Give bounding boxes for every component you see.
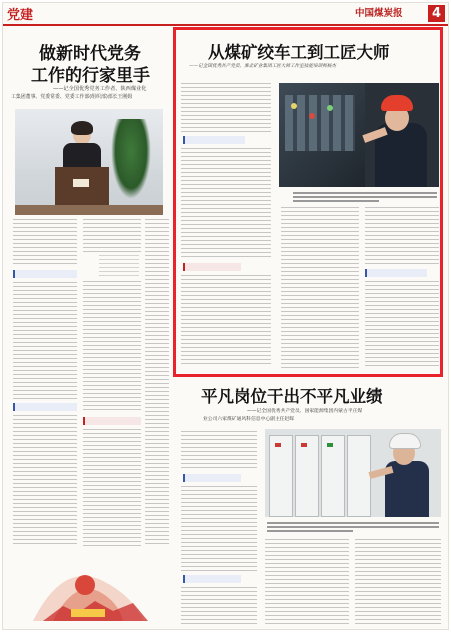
electrical-photo-caption — [267, 521, 439, 534]
feature-body-col2 — [281, 207, 359, 369]
bottom-article-subtitle-line1: ——记全国优秀共产党员、国家能源集团内蒙古平庄煤 — [247, 409, 363, 414]
left-body-col2-b — [99, 255, 139, 277]
electrical-room-photo — [265, 429, 441, 517]
left-body-col1-b — [13, 282, 77, 400]
worker-photo-caption — [293, 191, 437, 204]
bottom-body-col1-c — [181, 587, 257, 627]
header-rule — [3, 24, 448, 26]
left-body-col2-d — [83, 429, 141, 547]
left-body-col2-a — [83, 219, 141, 253]
worker-photo — [279, 83, 439, 187]
left-subhead-1 — [13, 270, 77, 278]
bottom-body-col3 — [355, 539, 441, 627]
feature-subhead-1 — [183, 136, 245, 144]
page-number: 4 — [428, 5, 445, 22]
page-header — [3, 3, 448, 23]
bottom-subhead-2 — [183, 575, 241, 583]
feature-body-col1-a — [181, 83, 271, 133]
left-body-col2-c — [83, 281, 141, 413]
anniversary-emblem — [23, 551, 153, 627]
left-subhead-3 — [83, 417, 141, 425]
feature-subhead-2 — [183, 263, 241, 271]
left-article-title-line2: 工作的行家里手 — [31, 66, 150, 86]
bottom-body-col1-b — [181, 486, 257, 572]
left-body-col1-a — [13, 219, 77, 267]
feature-subhead-3 — [365, 269, 427, 277]
bottom-article-title: 平凡岗位干出不平凡业绩 — [201, 387, 383, 406]
feature-body-col1-b — [181, 148, 271, 260]
left-body-col3 — [145, 219, 169, 545]
section-name: 党建 — [7, 8, 34, 23]
speaker-photo — [15, 109, 163, 215]
feature-article-title: 从煤矿绞车工到工匠大师 — [208, 43, 390, 62]
bottom-body-col2 — [265, 539, 349, 627]
left-article-subtitle-line2: 工集团董事、党委常委、党委工作部(组织部)部长王刚姆 — [11, 94, 133, 100]
left-article-title-line1: 做新时代党务 — [39, 44, 141, 64]
feature-article-subtitle: ——记全国优秀共产党员、淮北矿业集团工匠大师工作室技能培训师杨杰 — [189, 64, 337, 69]
left-body-col1-c — [13, 415, 77, 547]
newspaper-page — [2, 2, 449, 630]
feature-body-col3-a — [365, 207, 439, 265]
bottom-body-col1-a — [181, 431, 257, 471]
bottom-article-subtitle-line2: 业公司六家煤矿通风科信息中心副主任赵晖 — [203, 417, 295, 422]
masthead: 中国煤炭报 — [355, 8, 403, 19]
left-article-subtitle-line1: ——记全国优秀党务工作者、陕西煤业化 — [53, 86, 147, 92]
feature-body-col3-b — [365, 281, 439, 369]
feature-body-col1-c — [181, 275, 271, 367]
bottom-subhead-1 — [183, 474, 241, 482]
left-subhead-2 — [13, 403, 77, 411]
